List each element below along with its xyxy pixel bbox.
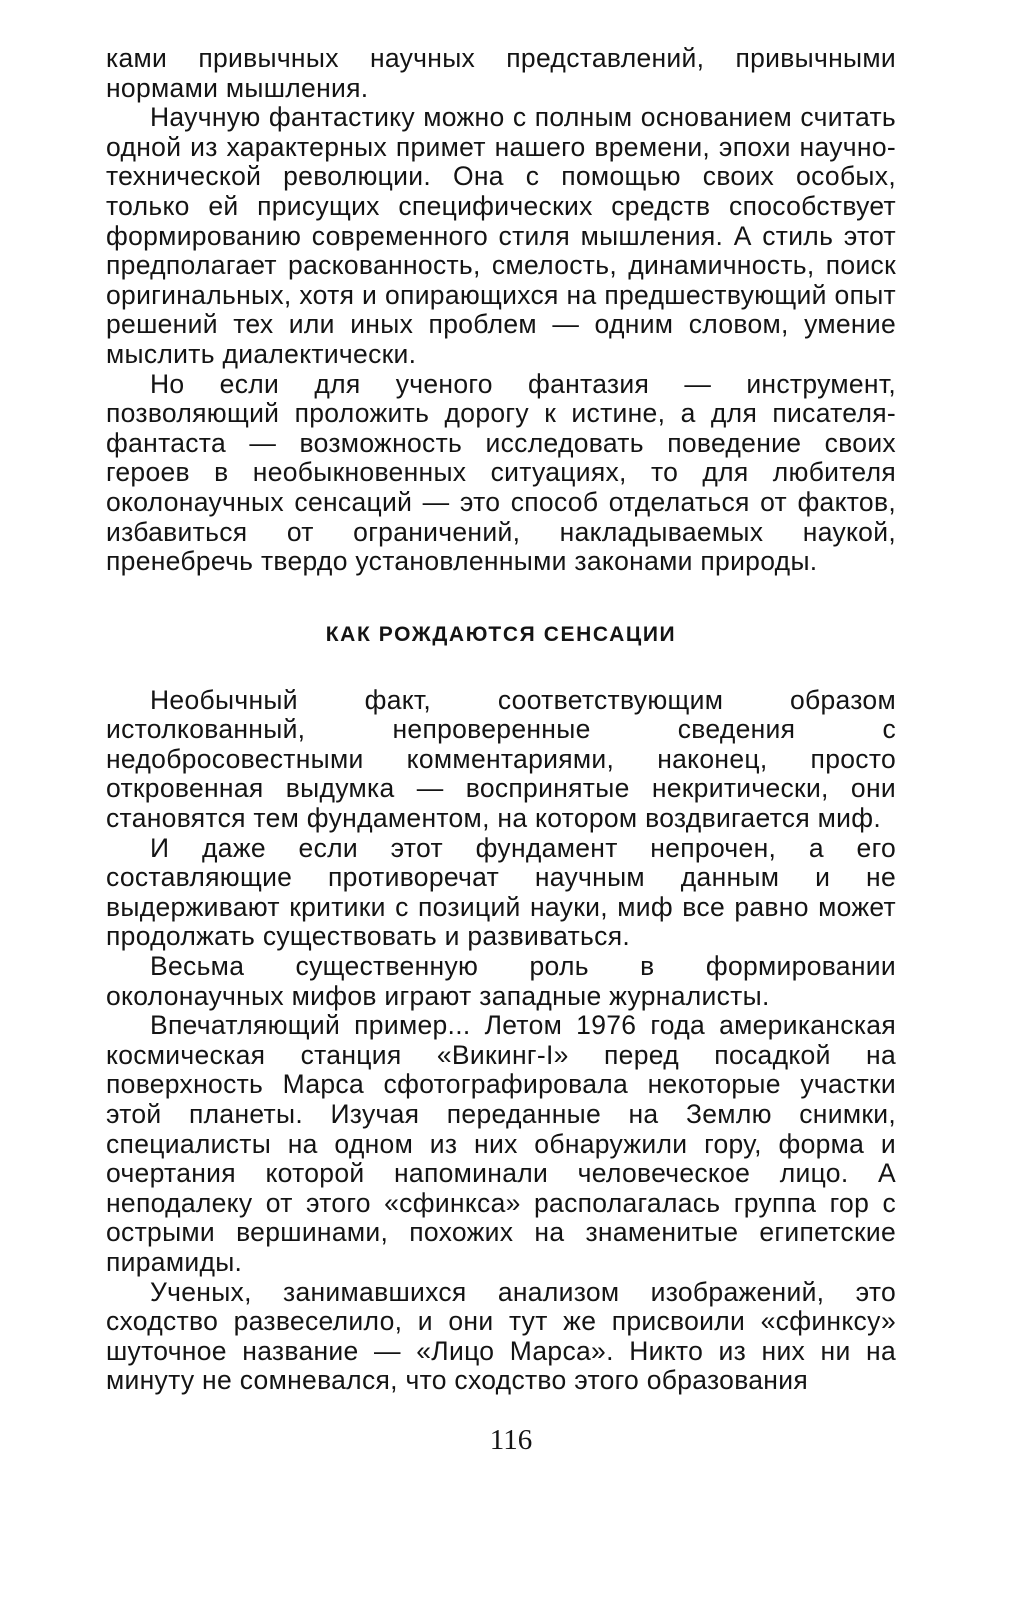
paragraph: Весьма существенную роль в формировании околонаучных мифов играют западные журналисты. <box>106 951 896 1011</box>
paragraph: Впечатляющий пример... Летом 1976 года американская космическая станция «Викинг-I» перед посадкой на поверхность Марса сфотографировала некоторые участки этой планеты. Изучая переданные на Землю снимки, специалисты на одном из них обнаружили гору, форма и очертания которой напоминали человеческое лицо. А неподалеку от этого «сфинкса» располагалась группа гор с острыми вершинами, похожих на знаменитые египетские пирамиды. <box>106 1010 896 1277</box>
page-body <box>106 44 896 1396</box>
paragraph: Ученых, занимавшихся анализом изображений, это сходство развеселило, и они тут же присвоили «сфинксу» шуточное название — «Лицо Марса». Никто из них ни на минуту не сомневался, что сходство этого образования <box>106 1276 896 1396</box>
paragraph: И даже если этот фундамент непрочен, а его составляющие противоречат научным данным и не выдерживают критики с позиций науки, миф все равно может продолжать существовать и развиваться. <box>106 832 896 952</box>
paragraph: Необычный факт, соответствующим образом истолкованный, непроверенные сведения с недобросовестными комментариями, наконец, просто откровенная выдумка — воспринятые некритически, они становятся тем фундаментом, на котором воздвигается миф. <box>106 684 896 834</box>
paragraph: Но если для ученого фантазия — инструмент, позволяющий проложить дорогу к истине, а для писателя-фантаста — возможность исследовать поведение своих героев в необыкновенных ситуациях, то для любителя околонаучных сенсаций — это способ отделаться от фактов, избавиться от ограничений, накладываемых наукой, пренебречь твердо установленными законами природы. <box>106 368 896 577</box>
paragraph: Научную фантастику можно с полным основанием считать одной из характерных примет нашего времени, эпохи научно-технической революции. Она с помощью своих особых, только ей присущих специфических средств способствует формированию современного стиля мышления. А стиль этот предполагает раскованность, смелость, динамичность, поиск оригинальных, хотя и опирающихся на предшествующий опыт решений тех или иных проблем — одним словом, умение мыслить диалектически. <box>106 102 896 369</box>
paragraph: ками привычных научных представлений, привычными нормами мышления. <box>106 43 896 103</box>
page-number: 116 <box>489 1424 533 1456</box>
section-heading: КАК РОЖДАЮТСЯ СЕНСАЦИИ <box>325 622 677 646</box>
